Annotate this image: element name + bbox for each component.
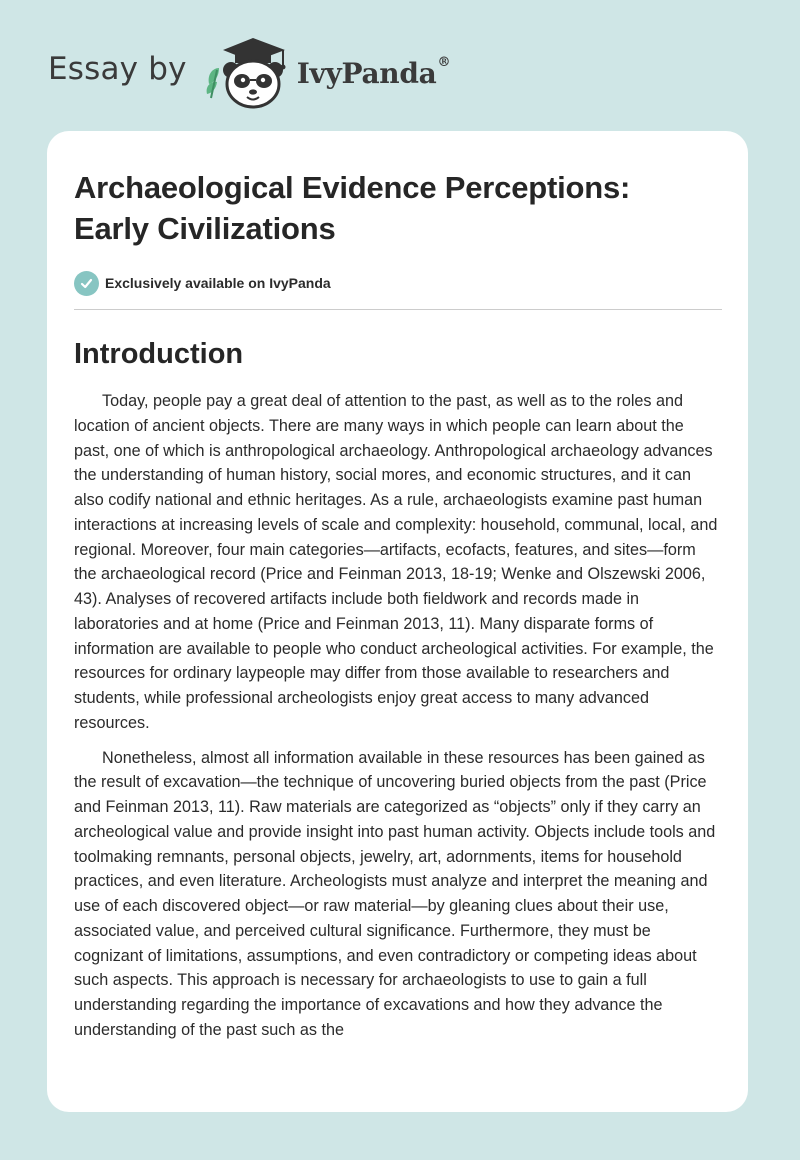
exclusive-badge [74, 269, 722, 297]
title-line-2: Early Civilizations [74, 211, 336, 246]
registered-mark: ® [437, 54, 451, 70]
paragraph-1: Today, people pay a great deal of attention to the past, as well as to the roles and location of ancient objects. There are many ways in which people can learn about the past, one of which is anthropological archaeology. Anthropological archaeology advances the understanding of human history, social mores, and economic structures, and it can also codify national and ethnic heritages. As a rule, archaeologists examine past human interactions at increasing levels of scale and complexity: household, communal, local, and regional. Moreover, four main categories—artifacts, ecofacts, features, and sites—form the archaeological record (Price and Feinman 2013, 18-19; Wenke and Olszewski 2006, 43). Analyses of recovered artifacts include both fieldwork and records made in laboratories and at home (Price and Feinman 2013, 11). Many disparate forms of information are available to people who conduct archeological activities. For example, the resources for ordinary laypeople may differ from those available to researchers and students, while professional archeologists enjoy great access to many advanced resources. [74, 392, 718, 732]
panda-graduate-icon[interactable] [201, 34, 293, 110]
brand-label: IvyPanda [296, 56, 437, 90]
divider [74, 309, 722, 310]
paragraph-2: Nonetheless, almost all information available in these resources has been gained as the result of excavation—the technique of uncovering buried objects from the past (Price and Feinman 2013, 11). Raw materials are categorized as “objects” only if they carry an archeological value and provide insight into past human activity. Objects include tools and toolmaking remnants, personal objects, jewelry, art, adornments, items for household practices, and even literature. Archeologists must analyze and interpret the meaning and use of each discovered object—or raw material—by gleaning clues about their use, associated value, and perceived cultural significance. Furthermore, they must be cognizant of limitations, assumptions, and even contradictory or competing ideas about such aspects. This approach is necessary for archaeologists to use to gain a full understanding regarding the importance of excavations and how they advance the understanding of the past such as the [74, 748, 716, 1039]
exclusive-badge-label: Exclusively available on IvyPanda [105, 275, 331, 291]
essay-card [47, 131, 748, 1112]
essay-by-label: Essay by [48, 51, 187, 87]
site-header [48, 34, 450, 110]
section-heading-introduction: Introduction [74, 338, 244, 370]
checkmark-icon [74, 271, 99, 296]
brand-name[interactable] [296, 54, 451, 90]
page-title [74, 167, 722, 249]
title-line-1: Archaeological Evidence Perceptions: [74, 170, 631, 205]
